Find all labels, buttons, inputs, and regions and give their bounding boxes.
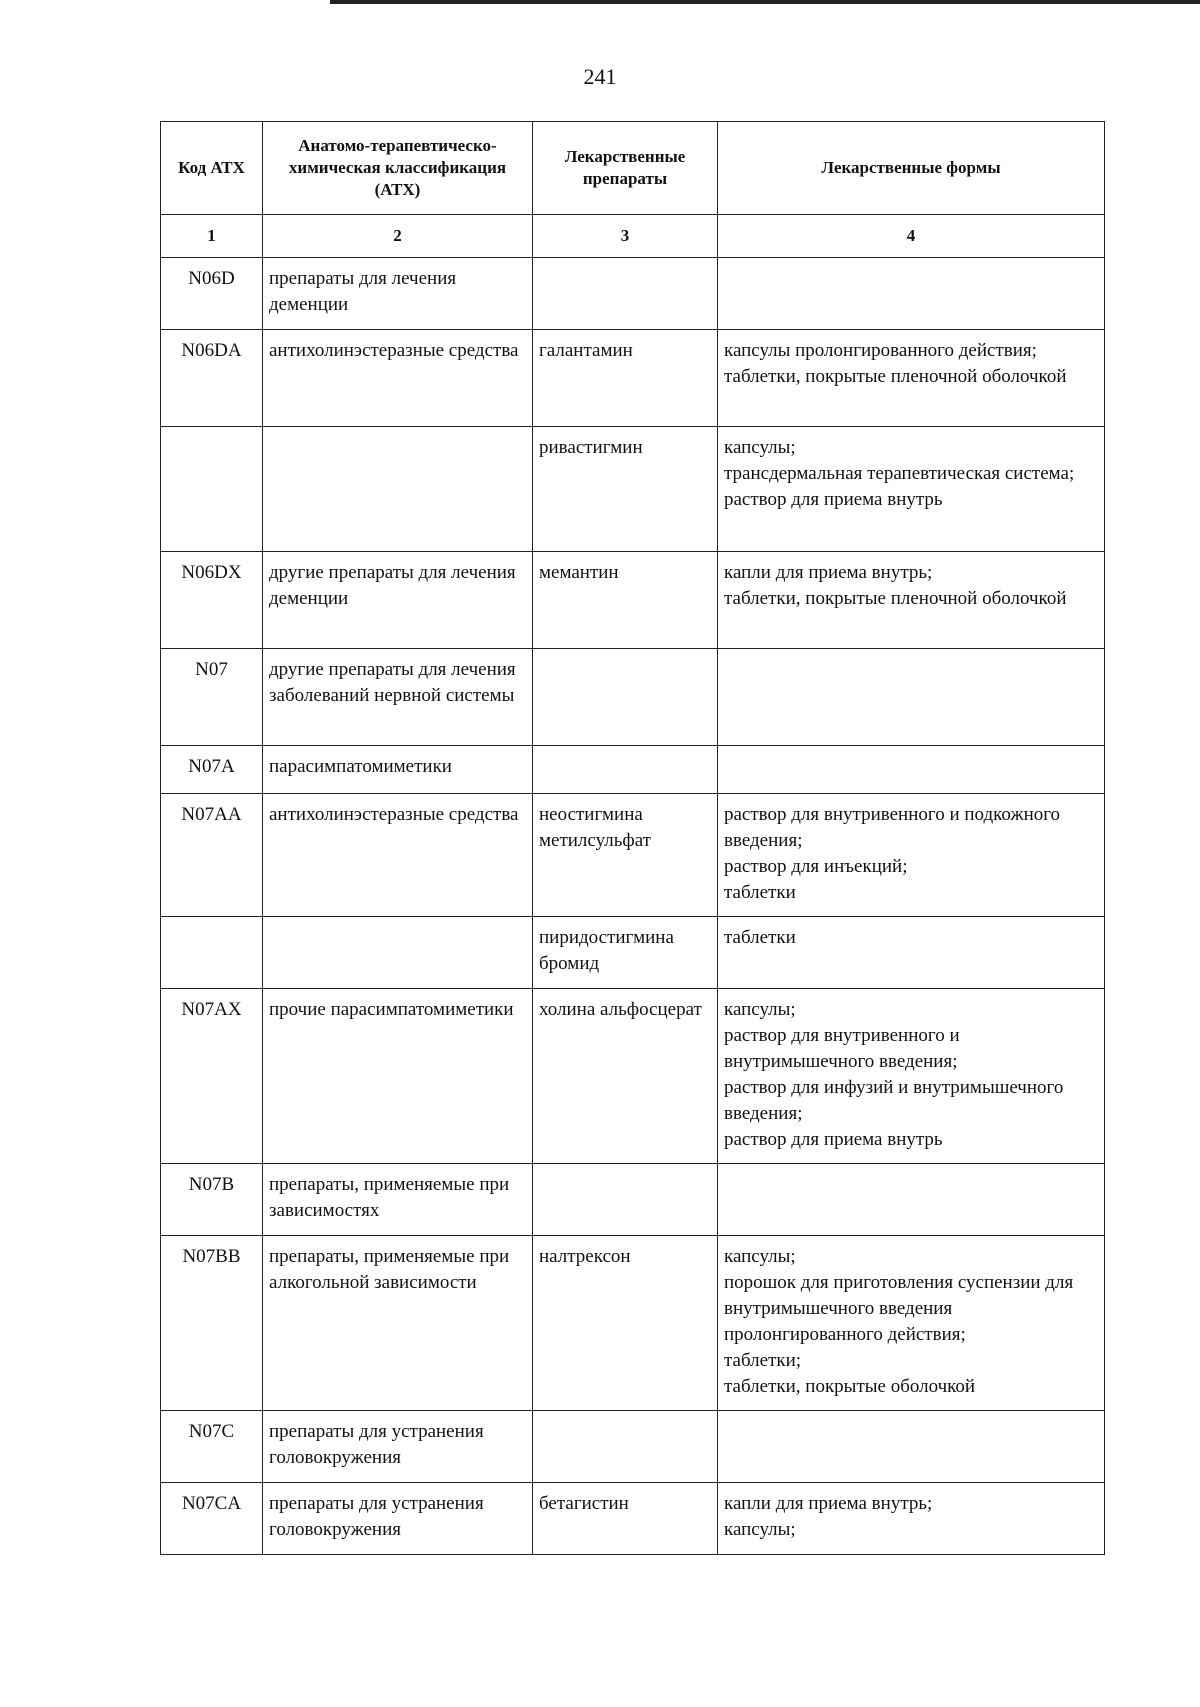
dosage-form-line: капсулы; [724,1246,796,1267]
atx-classification-cell: препараты для устранения головокружения [263,1483,533,1555]
drug-name-cell: холина альфосцерат [533,989,718,1164]
dosage-forms-cell [718,427,1105,552]
table-row [161,1483,1105,1555]
drug-name-cell: мемантин [533,552,718,649]
table-row [161,1236,1105,1411]
header-classification: Анатомо-терапевтическо-химическая классификация (АТХ) [263,122,533,215]
atx-classification-cell: препараты, применяемые при зависимостях [263,1164,533,1236]
atx-code-cell: N07AA [161,794,263,917]
table-row [161,1411,1105,1483]
dosage-form-line: раствор для инфузий и внутримышечного введения; [724,1077,1064,1124]
atx-classification-cell [263,917,533,989]
dosage-form-line: таблетки; [724,1350,802,1371]
dosage-form-line: капсулы; [724,999,796,1020]
dosage-forms-cell [718,1411,1105,1483]
atx-code-cell: N07A [161,746,263,794]
drug-name-cell [533,1164,718,1236]
drug-name-cell: неостигмина метилсульфат [533,794,718,917]
table-row [161,917,1105,989]
dosage-form-line: капли для приема внутрь; [724,1493,933,1514]
drug-name-cell: бетагистин [533,1483,718,1555]
atx-code-cell: N07B [161,1164,263,1236]
drug-name-cell: налтрексон [533,1236,718,1411]
drug-name-cell: пиридостигмина бромид [533,917,718,989]
table-row [161,258,1105,330]
dosage-forms-cell [718,1236,1105,1411]
dosage-forms-cell [718,552,1105,649]
dosage-forms-cell [718,258,1105,330]
header-forms: Лекарственные формы [718,122,1105,215]
atx-classification-cell: другие препараты для лечения деменции [263,552,533,649]
atx-code-cell: N06DA [161,330,263,427]
column-number: 4 [718,215,1105,258]
dosage-form-line: капсулы пролонгированного действия; [724,340,1037,361]
drug-name-cell [533,258,718,330]
dosage-forms-cell [718,989,1105,1164]
header-code: Код АТХ [161,122,263,215]
dosage-forms-cell [718,794,1105,917]
table-body [161,258,1105,1555]
table-row [161,989,1105,1164]
column-number: 2 [263,215,533,258]
dosage-form-line: раствор для внутривенного и подкожного введения; [724,804,1061,851]
dosage-form-line: таблетки, покрытые пленочной оболочкой [724,366,1067,387]
atx-code-cell: N07AX [161,989,263,1164]
atx-classification-cell: антихолинэстеразные средства [263,794,533,917]
dosage-form-line: капсулы; [724,1519,796,1540]
column-number: 3 [533,215,718,258]
atx-code-cell: N07BB [161,1236,263,1411]
atx-code-cell [161,427,263,552]
table-header-row [161,122,1105,215]
table-row [161,1164,1105,1236]
dosage-form-line: раствор для внутривенного и внутримышечного введения; [724,1025,960,1072]
atx-code-cell: N06D [161,258,263,330]
dosage-form-line: таблетки [724,927,796,948]
dosage-form-line: трансдермальная терапевтическая система; [724,463,1075,484]
dosage-form-line: капли для приема внутрь; [724,562,933,583]
dosage-form-line: раствор для приема внутрь [724,1129,943,1150]
drug-name-cell [533,649,718,746]
dosage-form-line: порошок для приготовления суспензии для внутримышечного введения пролонгированного действия; [724,1272,1074,1345]
dosage-form-line: таблетки, покрытые оболочкой [724,1376,976,1397]
dosage-form-line: раствор для инъекций; [724,856,908,877]
atx-classification-cell: препараты, применяемые при алкогольной зависимости [263,1236,533,1411]
drug-name-cell [533,1411,718,1483]
atx-classification-cell [263,427,533,552]
dosage-form-line: таблетки [724,882,796,903]
column-number-row [161,215,1105,258]
atx-classification-cell: препараты для лечения деменции [263,258,533,330]
dosage-form-line: таблетки, покрытые пленочной оболочкой [724,588,1067,609]
dosage-forms-cell [718,1483,1105,1555]
atx-code-cell: N07 [161,649,263,746]
drug-name-cell: ривастигмин [533,427,718,552]
table-row [161,552,1105,649]
header-drugs: Лекарственные препараты [533,122,718,215]
atx-classification-cell: парасимпатомиметики [263,746,533,794]
column-number: 1 [161,215,263,258]
dosage-forms-cell [718,330,1105,427]
atx-code-cell [161,917,263,989]
table-row [161,649,1105,746]
atx-classification-cell: препараты для устранения головокружения [263,1411,533,1483]
page-number: 241 [583,64,617,89]
atx-classification-cell: антихолинэстеразные средства [263,330,533,427]
dosage-form-line: раствор для приема внутрь [724,489,943,510]
table-row [161,746,1105,794]
atx-code-cell: N07C [161,1411,263,1483]
atx-code-cell: N07CA [161,1483,263,1555]
atx-classification-cell: прочие парасимпатомиметики [263,989,533,1164]
atx-code-cell: N06DX [161,552,263,649]
scan-top-edge [330,0,1200,4]
dosage-forms-cell [718,746,1105,794]
dosage-forms-cell [718,917,1105,989]
table-row [161,330,1105,427]
table-row [161,427,1105,552]
table-row [161,794,1105,917]
drug-name-cell [533,746,718,794]
dosage-forms-cell [718,649,1105,746]
drug-name-cell: галантамин [533,330,718,427]
dosage-forms-cell [718,1164,1105,1236]
dosage-form-line: капсулы; [724,437,796,458]
atx-classification-cell: другие препараты для лечения заболеваний нервной системы [263,649,533,746]
atx-table [160,121,1105,1555]
